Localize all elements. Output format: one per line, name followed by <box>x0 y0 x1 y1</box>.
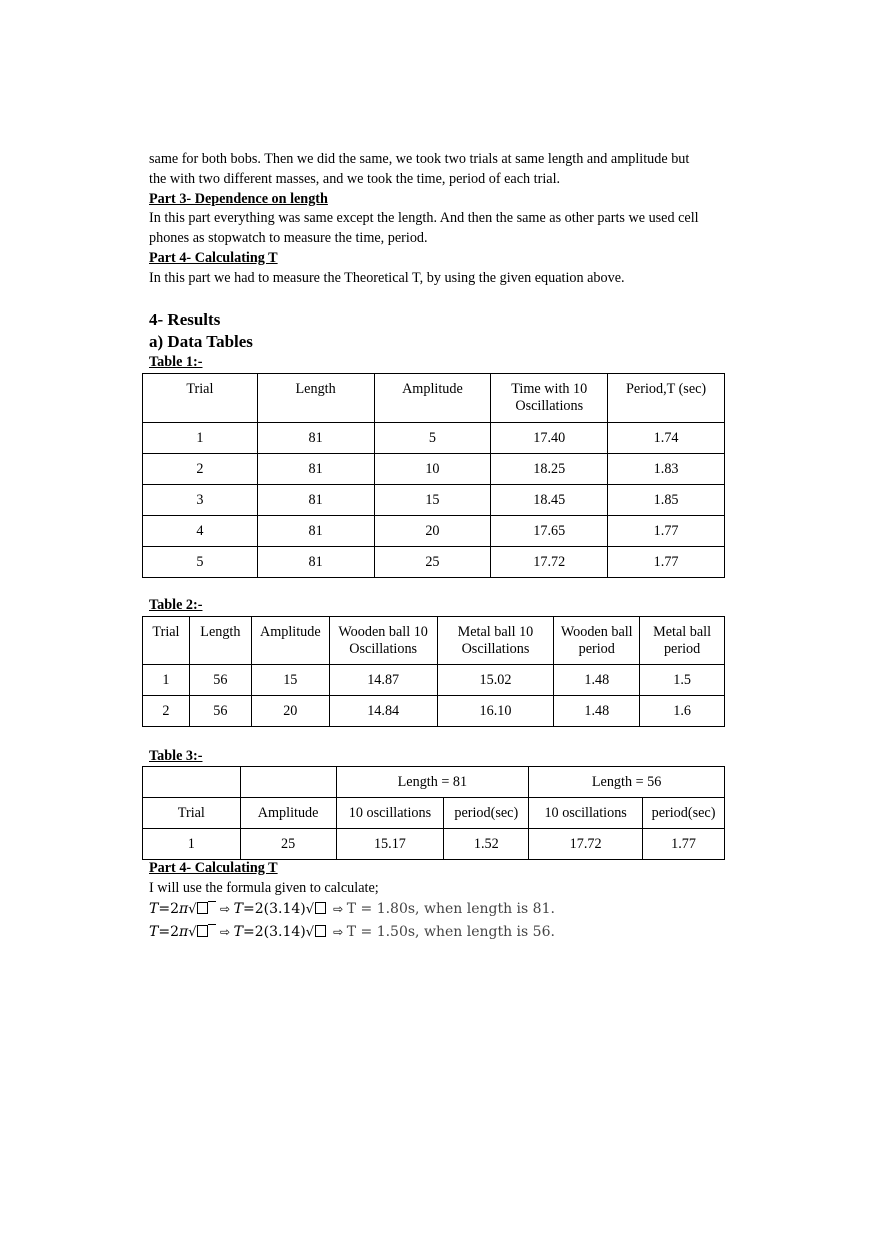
intro-line-1: same for both bobs. Then we did the same, we took two trials at same length and amplitude but <box>149 151 690 167</box>
part4-calc-section <box>149 859 739 944</box>
table-cell: 1.52 <box>444 829 529 860</box>
table2-header-amplitude: Amplitude <box>251 617 329 665</box>
table2-header-length: Length <box>189 617 251 665</box>
formula-value: (3.14) <box>263 901 306 917</box>
arrow-icon: ⇨ <box>220 902 231 916</box>
table-cell: 1 <box>143 423 258 454</box>
table-cell: 20 <box>374 516 491 547</box>
table-cell: 25 <box>374 547 491 578</box>
table-row <box>143 696 725 727</box>
table-cell: 1 <box>143 829 241 860</box>
table2-header-trial: Trial <box>143 617 190 665</box>
formula-rhs <box>234 901 326 917</box>
sqrt-icon: √ <box>305 902 315 917</box>
table-cell: 5 <box>143 547 258 578</box>
table-cell: 1.48 <box>554 665 640 696</box>
placeholder-box-icon <box>197 925 208 937</box>
table-cell: 18.25 <box>491 454 608 485</box>
table-cell: 81 <box>257 516 374 547</box>
table-cell: 18.45 <box>491 485 608 516</box>
table1-header-amplitude: Amplitude <box>374 374 491 423</box>
arrow-icon: ⇨ <box>333 925 344 939</box>
table1-header-time: Time with 10 Oscillations <box>491 374 608 423</box>
formula-line-1 <box>149 898 739 921</box>
table-cell: 20 <box>251 696 329 727</box>
part3-line-1: In this part everything was same except the length. And then the same as other parts we used cell <box>149 210 699 227</box>
formula-result: T = 1.80s, when length is 81. <box>346 901 555 917</box>
part4-line-1: In this part we had to measure the Theoretical T, by using the given equation above. <box>149 269 625 286</box>
formula-rhs <box>234 924 326 940</box>
table-cell: 1.6 <box>640 696 725 727</box>
table-header-row <box>143 374 725 423</box>
table1-label: Table 1:- <box>149 353 203 370</box>
formula-lhs <box>149 924 216 940</box>
table-cell: 81 <box>257 547 374 578</box>
table-cell: 15 <box>374 485 491 516</box>
table3-group-length-81: Length = 81 <box>336 767 529 798</box>
table3-header-trial: Trial <box>143 798 241 829</box>
table3-header-period-56: period(sec) <box>643 798 725 829</box>
table-cell: 2 <box>143 454 258 485</box>
results-title: 4- Results <box>149 309 221 329</box>
table-cell: 17.72 <box>491 547 608 578</box>
table-cell: 1.74 <box>608 423 725 454</box>
sqrt-icon: √ <box>188 902 197 917</box>
table-cell: 81 <box>257 485 374 516</box>
table-cell: 1.48 <box>554 696 640 727</box>
part4-heading: Part 4- Calculating T <box>149 249 278 266</box>
formula-t: T <box>233 924 243 940</box>
table-row <box>143 547 725 578</box>
table-cell: 1.83 <box>608 454 725 485</box>
table-cell: 81 <box>257 454 374 485</box>
table2-header-wooden-osc: Wooden ball 10 Oscillations <box>329 617 437 665</box>
arrow-icon: ⇨ <box>333 902 344 916</box>
table-header-row <box>143 798 725 829</box>
table-2 <box>142 616 725 727</box>
formula-pi: π <box>178 901 189 917</box>
table-cell: 5 <box>374 423 491 454</box>
table3-header-osc-81: 10 oscillations <box>336 798 444 829</box>
table-cell <box>143 767 241 798</box>
table-cell: 17.40 <box>491 423 608 454</box>
table3-label <box>149 747 248 766</box>
formula-eq: =2 <box>242 924 264 940</box>
sqrt-icon: √ <box>188 925 197 940</box>
table-cell: 15.17 <box>336 829 444 860</box>
table-cell: 4 <box>143 516 258 547</box>
table-cell: 56 <box>189 665 251 696</box>
table1-header-trial: Trial <box>143 374 258 423</box>
table-cell: 3 <box>143 485 258 516</box>
data-tables-title: a) Data Tables <box>149 331 253 351</box>
part4-calc-heading: Part 4- Calculating T <box>149 860 278 876</box>
formula-eq: =2 <box>242 901 264 917</box>
table-cell: 2 <box>143 696 190 727</box>
table-cell: 25 <box>240 829 336 860</box>
table-cell: 15.02 <box>437 665 554 696</box>
table-cell: 10 <box>374 454 491 485</box>
table-group-header-row <box>143 767 725 798</box>
table-3 <box>142 766 725 860</box>
table-cell: 1.77 <box>608 516 725 547</box>
table-cell: 1.5 <box>640 665 725 696</box>
page-body <box>149 150 739 372</box>
sqrt-icon: √ <box>305 925 315 940</box>
intro-line-2: the with two different masses, and we took the time, period of each trial. <box>149 170 561 187</box>
part3-heading: Part 3- Dependence on length <box>149 190 328 207</box>
table3-group-length-56: Length = 56 <box>529 767 725 798</box>
radical-bar <box>208 924 216 925</box>
table-row <box>143 485 725 516</box>
part4-calc-line-1: I will use the formula given to calculate; <box>149 879 379 896</box>
table-row <box>143 829 725 860</box>
table3-header-osc-56: 10 oscillations <box>529 798 643 829</box>
table1-header-period: Period,T (sec) <box>608 374 725 423</box>
formula-t: T <box>233 901 243 917</box>
table2-header-metal-period: Metal ball period <box>640 617 725 665</box>
table2-header-wooden-period: Wooden ball period <box>554 617 640 665</box>
table-row <box>143 665 725 696</box>
table-cell: 14.87 <box>329 665 437 696</box>
table-cell: 17.72 <box>529 829 643 860</box>
table-1 <box>142 373 725 578</box>
table-cell: 1 <box>143 665 190 696</box>
table-cell: 81 <box>257 423 374 454</box>
table-cell: 56 <box>189 696 251 727</box>
formula-pi: π <box>178 924 189 940</box>
arrow-icon: ⇨ <box>220 925 231 939</box>
formula-t: T <box>149 901 159 917</box>
table2-label: Table 2:- <box>149 597 203 613</box>
formula-eq: =2 <box>158 901 179 917</box>
table-cell: 16.10 <box>437 696 554 727</box>
table1-header-length: Length <box>257 374 374 423</box>
table2-header-metal-osc: Metal ball 10 Oscillations <box>437 617 554 665</box>
placeholder-box-icon <box>315 902 326 914</box>
formula-lhs <box>149 901 216 917</box>
table-cell: 14.84 <box>329 696 437 727</box>
placeholder-box-icon <box>315 925 326 937</box>
placeholder-box-icon <box>197 902 208 914</box>
formula-value: (3.14) <box>263 924 306 940</box>
table-row <box>143 454 725 485</box>
table-header-row <box>143 617 725 665</box>
table-cell: 1.85 <box>608 485 725 516</box>
table-row <box>143 423 725 454</box>
formula-line-2 <box>149 921 739 944</box>
table3-label-text: Table 3:- <box>149 748 203 764</box>
part3-line-2: phones as stopwatch to measure the time, period. <box>149 230 428 247</box>
table3-header-period-81: period(sec) <box>444 798 529 829</box>
table-row <box>143 516 725 547</box>
formula-eq: =2 <box>158 924 179 940</box>
table-cell <box>240 767 336 798</box>
formula-t: T <box>149 924 159 940</box>
table3-header-amplitude: Amplitude <box>240 798 336 829</box>
formula-result: T = 1.50s, when length is 56. <box>346 924 555 940</box>
radical-bar <box>208 901 216 902</box>
table-cell: 1.77 <box>643 829 725 860</box>
table-cell: 17.65 <box>491 516 608 547</box>
table-cell: 15 <box>251 665 329 696</box>
table-cell: 1.77 <box>608 547 725 578</box>
